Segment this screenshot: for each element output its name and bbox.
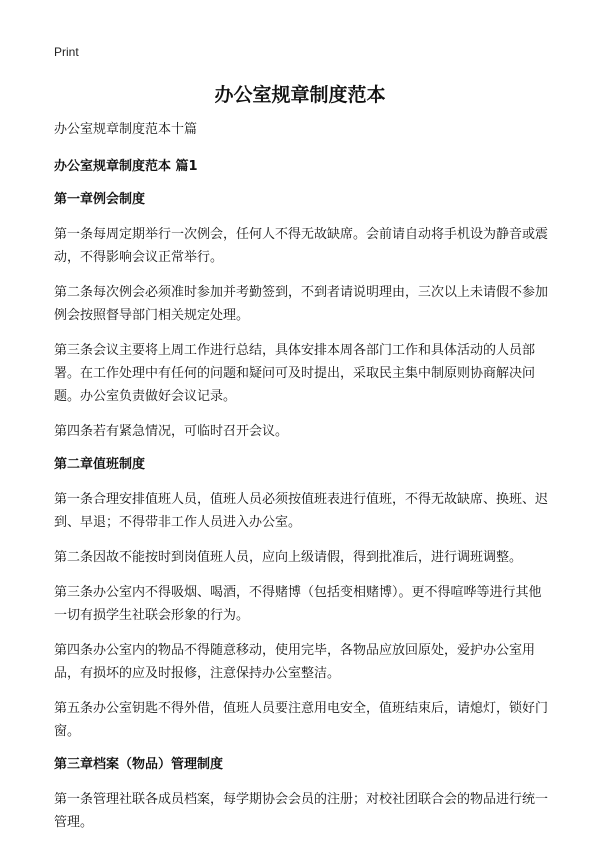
paragraph: 第一条每周定期举行一次例会，任何人不得无故缺席。会前请自动将手机设为静音或震动，不得影响会议正常举行。 bbox=[54, 227, 549, 265]
print-link[interactable]: Print bbox=[54, 45, 79, 59]
chapter-heading: 第二章值班制度 bbox=[54, 457, 146, 472]
paragraph: 第二条因故不能按时到岗值班人员，应向上级请假，得到批准后，进行调班调整。 bbox=[54, 550, 523, 565]
document-title: 办公室规章制度范本 bbox=[214, 84, 386, 106]
document-subtitle: 办公室规章制度范本十篇 bbox=[54, 122, 198, 137]
paragraph: 第五条办公室钥匙不得外借，值班人员要注意用电安全，值班结束后，请熄灯，锁好门窗。 bbox=[54, 701, 549, 739]
chapter-heading: 第一章例会制度 bbox=[54, 192, 146, 207]
paragraph: 第二条每次例会必须准时参加并考勤签到，不到者请说明理由，三次以上未请假不参加例会按照督导部门相关规定处理。 bbox=[54, 285, 549, 323]
article-heading: 办公室规章制度范本 篇1 bbox=[54, 159, 198, 174]
document-body bbox=[54, 120, 554, 846]
paragraph: 第四条若有紧急情况，可临时召开会议。 bbox=[54, 424, 289, 439]
paragraph: 第三条会议主要将上周工作进行总结，具体安排本周各部门工作和具体活动的人员部署。在工作处理中有任何的问题和疑问可及时提出，采取民主集中制原则协商解决问题。办公室负责做好会议记录。 bbox=[54, 343, 536, 404]
paragraph: 第三条办公室内不得吸烟、喝酒，不得赌博（包括变相赌博）。更不得喧哗等进行其他一切有损学生社联会形象的行为。 bbox=[54, 585, 542, 623]
paragraph: 第一条合理安排值班人员，值班人员必须按值班表进行值班，不得无故缺席、换班、迟到、早退；不得带非工作人员进入办公室。 bbox=[54, 492, 549, 530]
chapter-heading: 第三章档案（物品）管理制度 bbox=[54, 757, 224, 772]
paragraph: 第一条管理社联各成员档案，每学期协会会员的注册；对校社团联合会的物品进行统一管理。 bbox=[54, 792, 549, 830]
paragraph: 第四条办公室内的物品不得随意移动，使用完毕，各物品应放回原处，爱护办公室用品，有损坏的应及时报修，注意保持办公室整洁。 bbox=[54, 643, 536, 681]
